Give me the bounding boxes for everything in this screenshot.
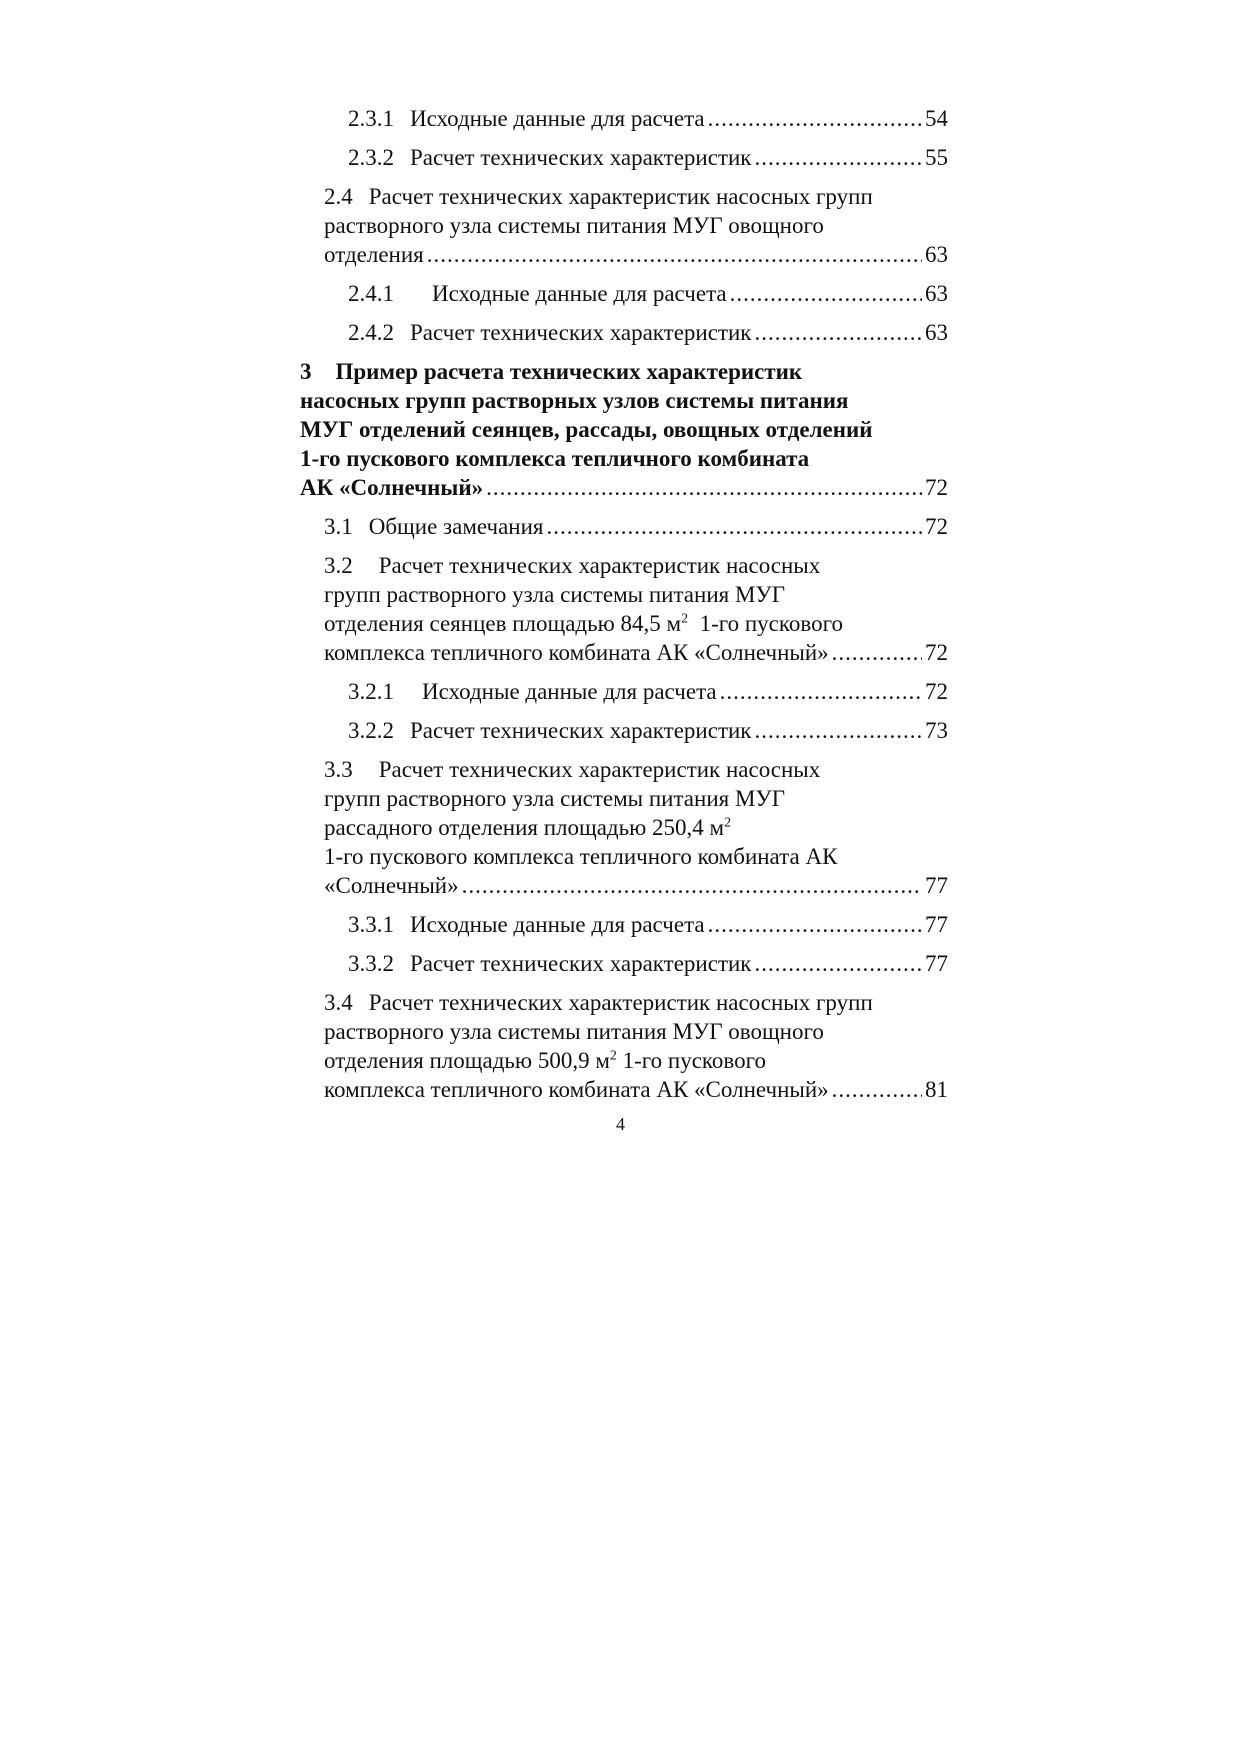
section-number: 2.3.2 <box>348 145 394 170</box>
page-ref: 73 <box>925 718 948 743</box>
toc-entry-2-3-2 <box>300 143 948 172</box>
dot-leader <box>708 910 922 939</box>
toc-entry-2-4-1 <box>300 279 948 308</box>
section-title-line: Расчет технических характеристик насосных групп <box>368 184 873 209</box>
section-number: 3.3.2 <box>348 951 394 976</box>
page-ref: 72 <box>925 514 948 539</box>
toc-entry-3-3 <box>300 755 948 900</box>
section-title-line: комплекса тепличного комбината АК «Солнечный» <box>324 640 829 665</box>
page-ref: 72 <box>925 679 948 704</box>
section-number: 3.4 <box>324 990 353 1015</box>
section-title: Расчет технических характеристик <box>410 718 752 743</box>
toc-entry-3-3-2 <box>300 949 948 978</box>
section-title: Исходные данные для расчета <box>422 679 717 704</box>
dot-leader <box>720 677 922 706</box>
section-number: 3.2.1 <box>348 679 394 704</box>
section-title: Исходные данные для расчета <box>432 281 727 306</box>
section-title-line: растворного узла системы питания МУГ овощного <box>324 213 824 238</box>
page-ref: 63 <box>925 281 948 306</box>
section-title-line: отделения сеянцев площадью 84,5 м <box>324 611 682 636</box>
section-title: Исходные данные для расчета <box>410 106 705 131</box>
toc-entry-2-3-1 <box>300 104 948 133</box>
toc-entry-3-4 <box>300 988 948 1104</box>
dot-leader <box>832 638 922 667</box>
superscript: 2 <box>724 815 732 831</box>
dot-leader <box>427 240 922 269</box>
section-title-line: АК «Солнечный» <box>300 475 484 500</box>
section-title-line: 1-го пускового <box>699 611 843 636</box>
dot-leader <box>547 512 923 541</box>
page-number: 4 <box>616 1114 625 1134</box>
page-ref: 77 <box>925 873 948 898</box>
section-title: Исходные данные для расчета <box>410 912 705 937</box>
page-ref: 81 <box>925 1077 948 1102</box>
dot-leader <box>486 473 922 502</box>
section-title-line: Расчет технических характеристик насосных <box>378 757 821 782</box>
dot-leader <box>832 1075 922 1104</box>
table-of-contents <box>300 104 948 1114</box>
section-title: Общие замечания <box>368 514 544 539</box>
section-title-line: Пример расчета технических характеристик <box>335 359 803 384</box>
dot-leader <box>755 143 923 172</box>
section-number: 3.2 <box>324 553 353 578</box>
section-title-line: групп растворного узла системы питания МУГ <box>324 582 785 607</box>
section-title-line: 1-го пускового комплекса тепличного комбината <box>300 446 810 471</box>
section-title-line: отделения <box>324 242 424 267</box>
section-number: 2.3.1 <box>348 106 394 131</box>
section-number: 3.1 <box>324 514 353 539</box>
section-title-line: 1-го пускового <box>622 1048 766 1073</box>
section-title-line: «Солнечный» <box>324 873 459 898</box>
page-ref: 54 <box>925 106 948 131</box>
section-title-line: Расчет технических характеристик насосных групп <box>368 990 873 1015</box>
section-title-line: Расчет технических характеристик насосных <box>378 553 821 578</box>
section-title-line: комплекса тепличного комбината АК «Солнечный» <box>324 1077 829 1102</box>
superscript: 2 <box>681 611 689 627</box>
section-number: 3 <box>300 359 312 384</box>
section-title-line: МУГ отделений сеянцев, рассады, овощных отделений <box>300 417 873 442</box>
dot-leader <box>755 318 923 347</box>
toc-entry-3-2-1 <box>300 677 948 706</box>
section-title: Расчет технических характеристик <box>410 145 752 170</box>
section-title-line: 1-го пускового комплекса тепличного комбината АК <box>324 844 838 869</box>
section-number: 3.2.2 <box>348 718 394 743</box>
toc-entry-3-2-2 <box>300 716 948 745</box>
section-title-line: насосных групп растворных узлов системы питания <box>300 388 849 413</box>
toc-entry-2-4-2 <box>300 318 948 347</box>
section-number: 3.3.1 <box>348 912 394 937</box>
dot-leader <box>708 104 922 133</box>
toc-entry-3-3-1 <box>300 910 948 939</box>
page-ref: 77 <box>925 951 948 976</box>
section-title: Расчет технических характеристик <box>410 951 752 976</box>
dot-leader <box>755 716 923 745</box>
section-title-line: растворного узла системы питания МУГ овощного <box>324 1019 824 1044</box>
dot-leader <box>730 279 922 308</box>
section-number: 3.3 <box>324 757 353 782</box>
toc-entry-2-4 <box>300 182 948 269</box>
section-title-line: рассадного отделения площадью 250,4 м <box>324 815 725 840</box>
page-ref: 77 <box>925 912 948 937</box>
toc-entry-3 <box>300 357 948 502</box>
page-ref: 63 <box>925 242 948 267</box>
page-ref: 72 <box>925 475 948 500</box>
page-ref: 55 <box>925 145 948 170</box>
section-number: 2.4.2 <box>348 320 394 345</box>
page-ref: 63 <box>925 320 948 345</box>
section-title-line: отделения площадью 500,9 м <box>324 1048 610 1073</box>
superscript: 2 <box>609 1048 617 1064</box>
section-title: Расчет технических характеристик <box>410 320 752 345</box>
section-title-line: групп растворного узла системы питания МУГ <box>324 786 785 811</box>
toc-entry-3-1 <box>300 512 948 541</box>
dot-leader <box>462 871 922 900</box>
section-number: 2.4.1 <box>348 281 394 306</box>
toc-entry-3-2 <box>300 551 948 667</box>
dot-leader <box>755 949 923 978</box>
section-number: 2.4 <box>324 184 353 209</box>
page-ref: 72 <box>925 640 948 665</box>
